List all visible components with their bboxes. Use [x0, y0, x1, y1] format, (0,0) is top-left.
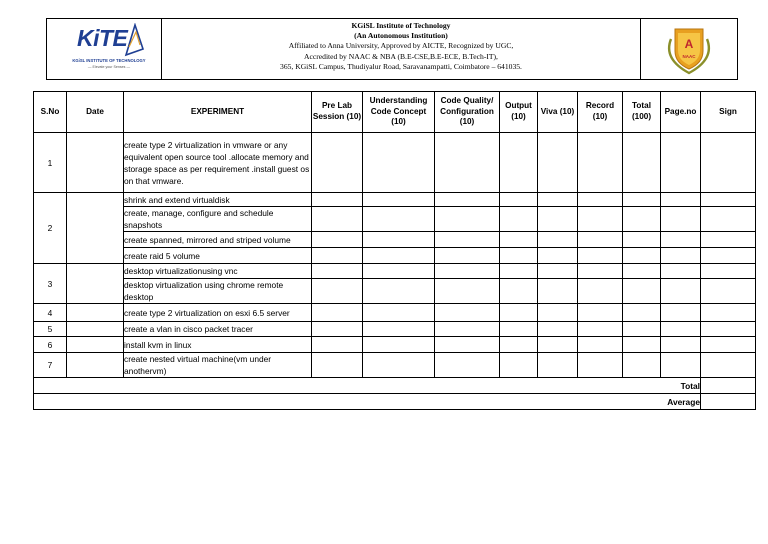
- score-cell: [500, 232, 538, 248]
- score-cell: [312, 207, 363, 232]
- score-cell: [312, 248, 363, 264]
- score-cell: [623, 248, 661, 264]
- score-cell: [661, 133, 701, 193]
- experiment-cell: create type 2 virtualization in vmware or any equivalent open source tool .allocate memory and storage space as per requirement .install guest os on that vmware.: [124, 133, 312, 193]
- score-cell: [312, 279, 363, 304]
- score-cell: [435, 133, 500, 193]
- column-header: Page.no: [661, 92, 701, 133]
- score-cell: [701, 279, 756, 304]
- score-cell: [701, 207, 756, 232]
- score-cell: [538, 232, 578, 248]
- table-row: [34, 304, 756, 322]
- experiment-cell: create nested virtual machine(vm under anothervm): [124, 353, 312, 378]
- score-cell: [500, 193, 538, 207]
- sno-cell: 1: [34, 133, 67, 193]
- score-cell: [701, 264, 756, 279]
- average-row: [34, 394, 756, 410]
- date-cell: [67, 353, 124, 378]
- score-cell: [538, 207, 578, 232]
- lab-record-table: [33, 91, 756, 410]
- score-cell: [435, 353, 500, 378]
- column-header: Output (10): [500, 92, 538, 133]
- table-row: [34, 337, 756, 353]
- address-line: 365, KGiSL Campus, Thudiyalur Road, Saravanampatti, Coimbatore – 641035.: [280, 61, 522, 71]
- score-cell: [363, 279, 435, 304]
- score-cell: [578, 279, 623, 304]
- experiment-cell: install kvm in linux: [124, 337, 312, 353]
- score-cell: [435, 304, 500, 322]
- score-cell: [578, 193, 623, 207]
- experiment-cell: shrink and extend virtualdisk: [124, 193, 312, 207]
- score-cell: [623, 337, 661, 353]
- table-row: [34, 279, 756, 304]
- score-cell: [701, 232, 756, 248]
- date-cell: [67, 133, 124, 193]
- score-cell: [538, 279, 578, 304]
- score-cell: [578, 248, 623, 264]
- column-header: Pre Lab Session (10): [312, 92, 363, 133]
- date-cell: [67, 304, 124, 322]
- sno-cell: 7: [34, 353, 67, 378]
- institute-status: (An Autonomous Institution): [354, 31, 448, 41]
- score-cell: [538, 304, 578, 322]
- score-cell: [538, 353, 578, 378]
- score-cell: [363, 322, 435, 337]
- institute-name: KGiSL Institute of Technology: [351, 21, 451, 30]
- institution-details: [162, 19, 640, 79]
- total-label: Total: [34, 378, 701, 394]
- score-cell: [538, 133, 578, 193]
- sno-cell: 4: [34, 304, 67, 322]
- score-cell: [661, 193, 701, 207]
- table-row: [34, 248, 756, 264]
- score-cell: [363, 232, 435, 248]
- score-cell: [363, 207, 435, 232]
- table-row: [34, 264, 756, 279]
- date-cell: [67, 193, 124, 264]
- score-cell: [435, 193, 500, 207]
- column-header: Viva (10): [538, 92, 578, 133]
- score-cell: [500, 304, 538, 322]
- score-cell: [623, 279, 661, 304]
- score-cell: [701, 193, 756, 207]
- score-cell: [312, 133, 363, 193]
- sno-cell: 6: [34, 337, 67, 353]
- score-cell: [538, 193, 578, 207]
- date-cell: [67, 264, 124, 304]
- score-cell: [363, 248, 435, 264]
- score-cell: [312, 264, 363, 279]
- score-cell: [538, 248, 578, 264]
- score-cell: [661, 322, 701, 337]
- average-value-cell: [701, 394, 756, 410]
- score-cell: [363, 264, 435, 279]
- score-cell: [578, 304, 623, 322]
- experiment-cell: desktop virtualizationusing vnc: [124, 264, 312, 279]
- column-header: Code Quality/ Configuration (10): [435, 92, 500, 133]
- score-cell: [500, 322, 538, 337]
- experiment-cell: create a vlan in cisco packet tracer: [124, 322, 312, 337]
- score-cell: [661, 304, 701, 322]
- naac-badge-cell: [640, 19, 737, 79]
- affiliation-line: Affiliated to Anna University, Approved by AICTE, Recognized by UGC,: [288, 41, 514, 51]
- table-row: [34, 322, 756, 337]
- column-header: Total (100): [623, 92, 661, 133]
- table-row: [34, 207, 756, 232]
- score-cell: [623, 193, 661, 207]
- sno-cell: 5: [34, 322, 67, 337]
- score-cell: [701, 248, 756, 264]
- date-cell: [67, 322, 124, 337]
- accreditation-line: Accredited by NAAC & NBA (B.E-CSE,B.E-ECE, B.Tech-IT),: [304, 51, 498, 61]
- total-value-cell: [701, 378, 756, 394]
- score-cell: [312, 232, 363, 248]
- table-row: [34, 133, 756, 193]
- score-cell: [661, 353, 701, 378]
- average-label: Average: [34, 394, 701, 410]
- score-cell: [363, 337, 435, 353]
- score-cell: [363, 133, 435, 193]
- table-row: [34, 353, 756, 378]
- score-cell: [578, 133, 623, 193]
- column-header: Date: [67, 92, 124, 133]
- score-cell: [623, 353, 661, 378]
- column-header: Understanding Code Concept (10): [363, 92, 435, 133]
- column-header: Record (10): [578, 92, 623, 133]
- table-row: [34, 193, 756, 207]
- score-cell: [312, 193, 363, 207]
- score-cell: [578, 207, 623, 232]
- experiment-cell: create type 2 virtualization on esxi 6.5 server: [124, 304, 312, 322]
- column-header: Sign: [701, 92, 756, 133]
- score-cell: [661, 248, 701, 264]
- score-cell: [623, 207, 661, 232]
- score-cell: [701, 353, 756, 378]
- score-cell: [500, 264, 538, 279]
- score-cell: [701, 337, 756, 353]
- score-cell: [500, 353, 538, 378]
- score-cell: [312, 353, 363, 378]
- score-cell: [578, 353, 623, 378]
- score-cell: [500, 207, 538, 232]
- score-cell: [435, 322, 500, 337]
- score-cell: [500, 337, 538, 353]
- table-footer: [34, 378, 756, 410]
- experiment-cell: create, manage, configure and schedule snapshots: [124, 207, 312, 232]
- sno-cell: 3: [34, 264, 67, 304]
- score-cell: [363, 193, 435, 207]
- score-cell: [435, 232, 500, 248]
- institution-header: [46, 18, 738, 80]
- sno-cell: 2: [34, 193, 67, 264]
- table-header: [34, 92, 756, 133]
- score-cell: [623, 232, 661, 248]
- score-cell: [435, 248, 500, 264]
- score-cell: [538, 322, 578, 337]
- table-row: [34, 232, 756, 248]
- score-cell: [578, 337, 623, 353]
- score-cell: [661, 232, 701, 248]
- score-cell: [623, 304, 661, 322]
- score-cell: [578, 232, 623, 248]
- score-cell: [435, 207, 500, 232]
- experiment-cell: create raid 5 volume: [124, 248, 312, 264]
- naac-label: NAAC: [682, 54, 696, 59]
- score-cell: [701, 133, 756, 193]
- score-cell: [312, 304, 363, 322]
- score-cell: [661, 279, 701, 304]
- kite-logo: [47, 19, 162, 79]
- date-cell: [67, 337, 124, 353]
- score-cell: [578, 322, 623, 337]
- score-cell: [435, 337, 500, 353]
- score-cell: [538, 337, 578, 353]
- score-cell: [312, 322, 363, 337]
- kite-swoosh-icon: [123, 23, 145, 57]
- experiment-cell: desktop virtualization using chrome remote desktop: [124, 279, 312, 304]
- score-cell: [578, 264, 623, 279]
- score-cell: [500, 133, 538, 193]
- kite-logo-tagline: — Elevate your Senses —: [87, 65, 131, 69]
- experiment-cell: create spanned, mirrored and striped volume: [124, 232, 312, 248]
- naac-badge-icon: [661, 25, 717, 75]
- score-cell: [661, 337, 701, 353]
- score-cell: [435, 264, 500, 279]
- score-cell: [312, 337, 363, 353]
- score-cell: [500, 248, 538, 264]
- score-cell: [363, 304, 435, 322]
- kite-logo-subtitle: KGiSL INSTITUTE OF TECHNOLOGY: [72, 58, 146, 63]
- total-row: [34, 378, 756, 394]
- kite-logo-word: KiTE: [77, 25, 128, 51]
- score-cell: [701, 304, 756, 322]
- table-body: [34, 133, 756, 378]
- naac-grade: A: [684, 37, 694, 51]
- score-cell: [623, 264, 661, 279]
- score-cell: [435, 279, 500, 304]
- column-header: S.No: [34, 92, 67, 133]
- score-cell: [701, 322, 756, 337]
- score-cell: [500, 279, 538, 304]
- header-row: [34, 92, 756, 133]
- score-cell: [623, 322, 661, 337]
- score-cell: [538, 264, 578, 279]
- score-cell: [363, 353, 435, 378]
- score-cell: [661, 207, 701, 232]
- column-header: EXPERIMENT: [124, 92, 312, 133]
- score-cell: [623, 133, 661, 193]
- score-cell: [661, 264, 701, 279]
